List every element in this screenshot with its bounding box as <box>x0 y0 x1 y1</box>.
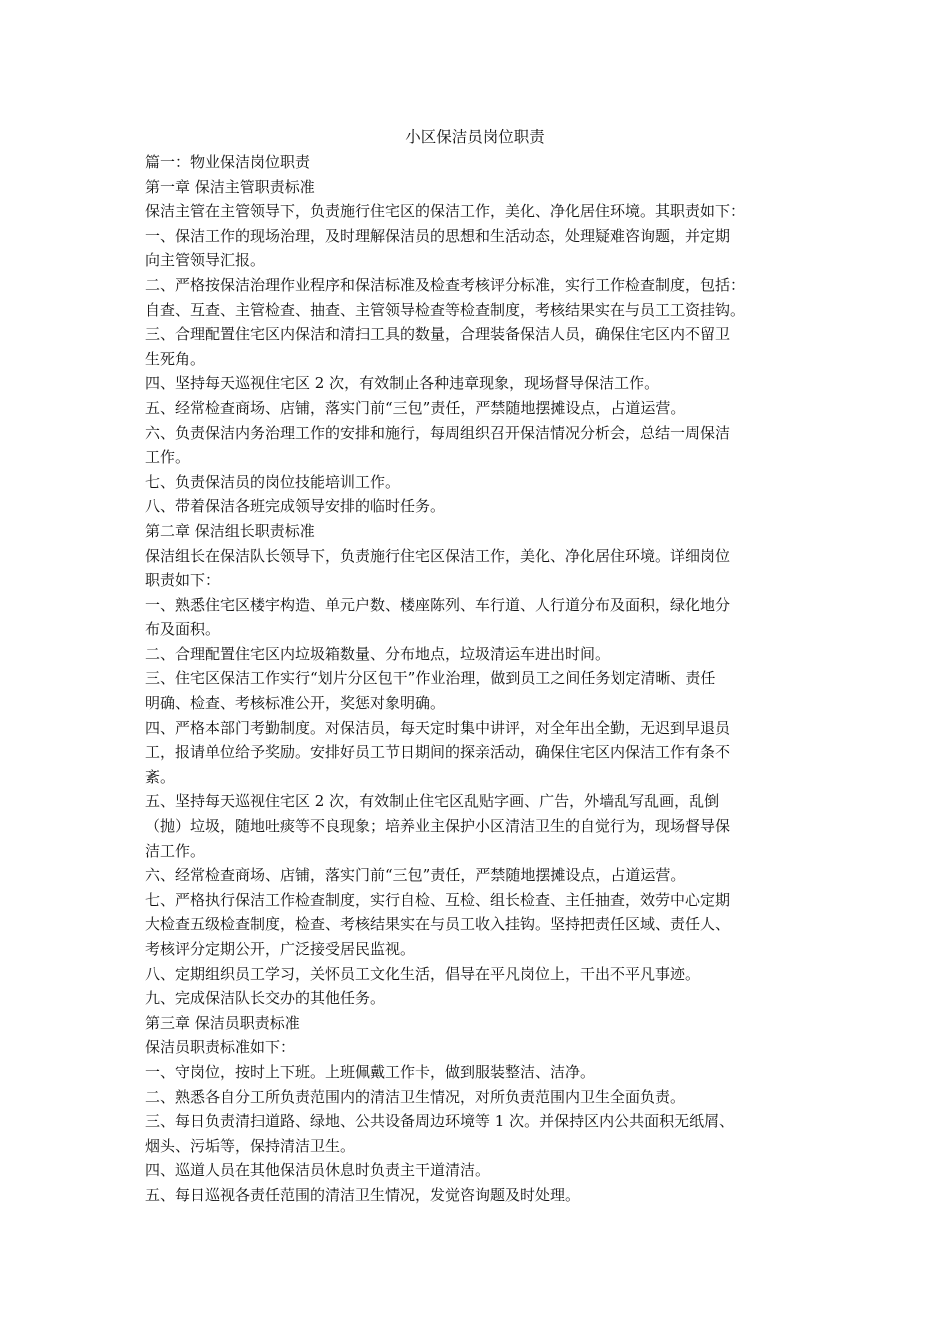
text-line: 考核评分定期公开，广泛接受居民监视。 <box>145 940 416 958</box>
text-line: 生死角。 <box>145 349 206 368</box>
text-line: 烟头、污垢等，保持清洁卫生。 <box>145 1136 356 1155</box>
text-line: 八、带着保洁各班完成领导安排的临时任务。 <box>145 497 446 516</box>
text-line: 洁工作。 <box>145 841 206 860</box>
text-line: 三、合理配置住宅区内保洁和清扫工具的数量，合理装备保洁人员，确保住宅区内不留卫 <box>145 325 731 344</box>
text-line: 八、定期组织员工学习，关怀员工文化生活，倡导在平凡岗位上，干出不平凡事迹。 <box>145 964 701 983</box>
text-line: 工，报请单位给予奖励。安排好员工节日期间的探亲活动，确保住宅区内保洁工作有条不 <box>145 743 731 762</box>
text-line: 明确、检查、考核标准公开，奖惩对象明确。 <box>145 694 446 713</box>
text-line: 保洁主管在主管领导下，负责施行住宅区的保洁工作，美化、净化居住环境。其职责如下： <box>145 202 746 221</box>
text-line: 六、经常检查商场、店铺，落实门前“三包”责任，严禁随地摆摊设点，占道运营。 <box>145 866 686 885</box>
text-line: 五、坚持每天巡视住宅区 2 次，有效制止住宅区乱贴字画、广告，外墙乱写乱画，乱倒 <box>145 792 720 811</box>
text-line: 二、严格按保洁治理作业程序和保洁标准及检查考核评分标准，实行工作检查制度，包括： <box>145 275 746 294</box>
text-line: 九、完成保洁队长交办的其他任务。 <box>145 989 386 1008</box>
document-body <box>145 150 813 1208</box>
text-line: 自查、互查、主管检查、抽查、主管领导检查等检查制度，考核结果实在与员工工资挂钩。 <box>145 300 746 319</box>
text-line: 向主管领导汇报。 <box>145 251 266 270</box>
text-line: 二、熟悉各自分工所负责范围内的清洁卫生情况，对所负责范围内卫生全面负责。 <box>145 1087 686 1106</box>
text-line: 一、保洁工作的现场治理，及时理解保洁员的思想和生活动态，处理疑难咨询题，并定期 <box>145 226 731 245</box>
text-line: （抛）垃圾，随地吐痰等不良现象；培养业主保护小区清洁卫生的自觉行为，现场督导保 <box>145 817 731 836</box>
text-line: 四、严格本部门考勤制度。对保洁员，每天定时集中讲评，对全年出全勤，无迟到早退员 <box>145 718 731 737</box>
text-line: 保洁员职责标准如下： <box>145 1038 296 1057</box>
document-title: 小区保洁员岗位职责 <box>405 128 545 146</box>
text-line: 一、守岗位，按时上下班。上班佩戴工作卡，做到服装整洁、洁净。 <box>145 1062 596 1081</box>
text-line: 保洁组长在保洁队长领导下，负责施行住宅区保洁工作，美化、净化居住环境。详细岗位 <box>145 546 731 565</box>
text-line: 三、住宅区保洁工作实行“划片分区包干”作业治理，做到员工之间任务划定清晰、责任 <box>145 669 716 688</box>
text-line: 工作。 <box>145 448 191 467</box>
text-line: 一、熟悉住宅区楼宇构造、单元户数、楼座陈列、车行道、人行道分布及面积，绿化地分 <box>145 595 731 614</box>
text-line: 第三章 保洁员职责标准 <box>145 1013 300 1032</box>
text-line: 职责如下： <box>145 571 221 590</box>
text-line: 四、坚持每天巡视住宅区 2 次，有效制止各种违章现象，现场督导保洁工作。 <box>145 374 660 393</box>
text-line: 第一章 保洁主管职责标准 <box>145 177 315 196</box>
text-line: 七、负责保洁员的岗位技能培训工作。 <box>145 472 401 491</box>
text-line: 六、负责保洁内务治理工作的安排和施行，每周组织召开保洁情况分析会，总结一周保洁 <box>145 423 731 442</box>
text-line: 紊。 <box>145 767 176 786</box>
text-line: 布及面积。 <box>145 620 221 639</box>
text-line: 大检查五级检查制度，检查、考核结果实在与员工收入挂钩。坚持把责任区域、责任人、 <box>145 915 731 934</box>
text-line: 七、严格执行保洁工作检查制度，实行自检、互检、组长检查、主任抽查，效劳中心定期 <box>145 890 731 909</box>
text-line: 五、每日巡视各责任范围的清洁卫生情况，发觉咨询题及时处理。 <box>145 1185 581 1204</box>
text-line: 二、合理配置住宅区内垃圾箱数量、分布地点，垃圾清运车进出时间。 <box>145 644 611 663</box>
text-line: 五、经常检查商场、店铺，落实门前“三包”责任，严禁随地摆摊设点，占道运营。 <box>145 398 686 417</box>
text-line: 四、巡道人员在其他保洁员休息时负责主干道清洁。 <box>145 1161 491 1180</box>
text-line: 三、每日负责清扫道路、绿地、公共设备周边环境等 1 次。并保持区内公共面积无纸屑、 <box>145 1112 735 1131</box>
text-line: 第二章 保洁组长职责标准 <box>145 521 315 540</box>
text-line: 篇一：物业保洁岗位职责 <box>145 153 311 171</box>
